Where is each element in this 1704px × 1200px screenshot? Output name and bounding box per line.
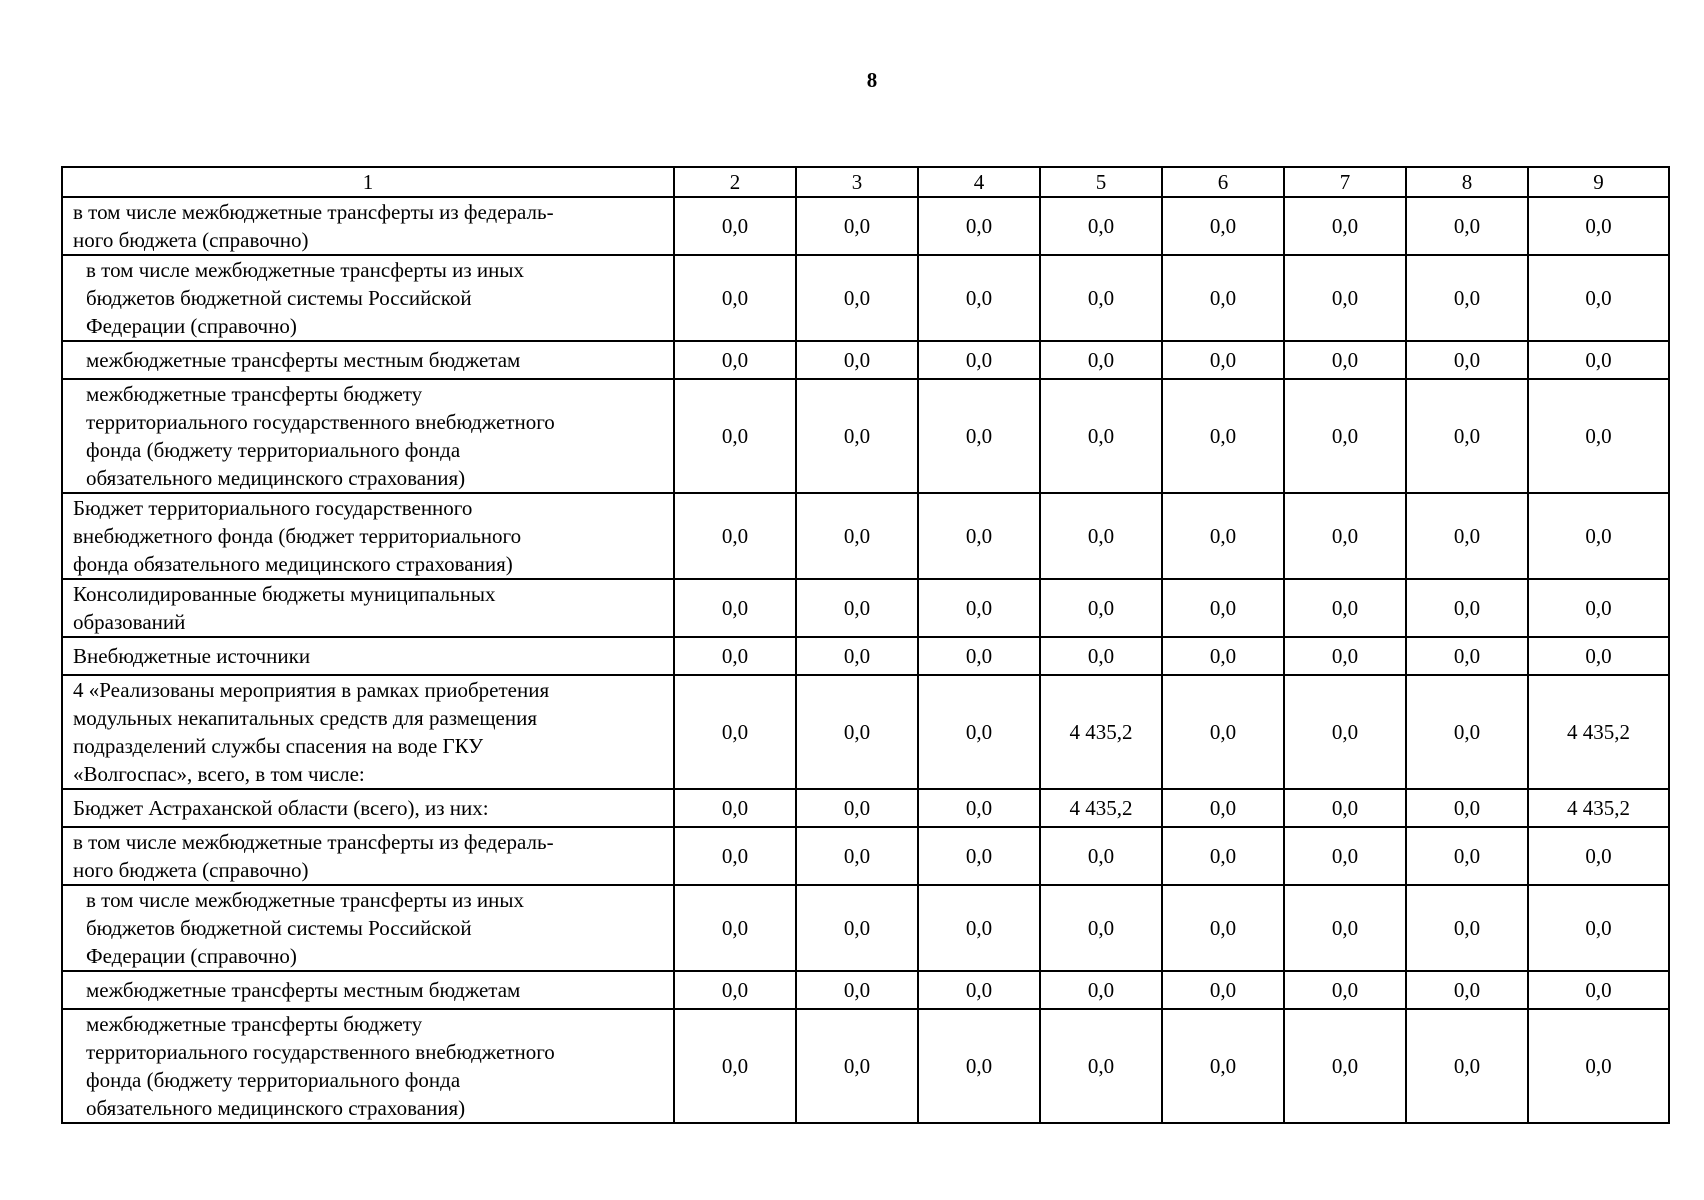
value-cell: 0,0 xyxy=(918,971,1040,1009)
value-cell: 0,0 xyxy=(674,885,796,971)
value-cell: 0,0 xyxy=(1406,379,1528,493)
value-cell: 0,0 xyxy=(1040,827,1162,885)
value-cell: 0,0 xyxy=(1040,493,1162,579)
value-cell: 0,0 xyxy=(1162,637,1284,675)
value-cell: 0,0 xyxy=(674,789,796,827)
value-cell: 0,0 xyxy=(1040,1009,1162,1123)
column-header: 3 xyxy=(796,167,918,197)
value-cell: 0,0 xyxy=(1406,1009,1528,1123)
row-label-line: подразделений службы спасения на воде ГКУ xyxy=(73,734,484,758)
row-label xyxy=(62,493,674,579)
row-label-line: межбюджетные трансферты местным бюджетам xyxy=(86,348,521,372)
value-cell: 0,0 xyxy=(674,1009,796,1123)
value-cell: 0,0 xyxy=(1406,885,1528,971)
value-cell: 0,0 xyxy=(1162,579,1284,637)
row-label-line: 4 «Реализованы мероприятия в рамках приобретения xyxy=(73,678,550,702)
row-label-line: бюджетов бюджетной системы Российской xyxy=(86,916,472,940)
value-cell: 0,0 xyxy=(674,341,796,379)
value-cell: 0,0 xyxy=(1040,579,1162,637)
row-label-line: Бюджет территориального государственного xyxy=(73,496,473,520)
value-cell: 0,0 xyxy=(1162,197,1284,255)
row-label-line: обязательного медицинского страхования) xyxy=(86,466,466,490)
row-label-line: межбюджетные трансферты бюджету xyxy=(86,382,423,406)
value-cell: 0,0 xyxy=(674,197,796,255)
row-label-line: в том числе межбюджетные трансферты из иных xyxy=(86,888,524,912)
row-label xyxy=(62,971,674,1009)
value-cell: 0,0 xyxy=(1528,885,1669,971)
value-cell: 0,0 xyxy=(1040,637,1162,675)
column-header: 1 xyxy=(62,167,674,197)
row-label-line: территориального государственного внебюджетного xyxy=(86,410,555,434)
value-cell: 0,0 xyxy=(918,379,1040,493)
value-cell: 0,0 xyxy=(1528,493,1669,579)
value-cell: 0,0 xyxy=(1528,971,1669,1009)
table-row xyxy=(62,255,1669,341)
value-cell: 0,0 xyxy=(674,675,796,789)
value-cell: 4 435,2 xyxy=(1528,789,1669,827)
value-cell: 0,0 xyxy=(674,971,796,1009)
value-cell: 0,0 xyxy=(1040,971,1162,1009)
row-label-line: фонда (бюджету территориального фонда xyxy=(86,1068,461,1092)
value-cell: 0,0 xyxy=(918,789,1040,827)
row-label-line: бюджетов бюджетной системы Российской xyxy=(86,286,472,310)
value-cell: 0,0 xyxy=(918,827,1040,885)
table-header-row xyxy=(62,167,1669,197)
budget-table xyxy=(61,166,1670,1124)
value-cell: 0,0 xyxy=(1162,885,1284,971)
row-label-line: Федерации (справочно) xyxy=(86,944,297,968)
table-row xyxy=(62,341,1669,379)
row-label-line: в том числе межбюджетные трансферты из федераль- xyxy=(73,830,554,854)
value-cell: 0,0 xyxy=(796,197,918,255)
row-label xyxy=(62,579,674,637)
row-label xyxy=(62,885,674,971)
value-cell: 0,0 xyxy=(674,579,796,637)
value-cell: 0,0 xyxy=(918,493,1040,579)
table-row xyxy=(62,197,1669,255)
value-cell: 0,0 xyxy=(1162,827,1284,885)
row-label-line: Федерации (справочно) xyxy=(86,314,297,338)
column-header: 6 xyxy=(1162,167,1284,197)
value-cell: 0,0 xyxy=(674,379,796,493)
value-cell: 0,0 xyxy=(1162,971,1284,1009)
value-cell: 0,0 xyxy=(674,637,796,675)
row-label-line: ного бюджета (справочно) xyxy=(73,228,309,252)
row-label xyxy=(62,675,674,789)
value-cell: 0,0 xyxy=(1284,379,1406,493)
value-cell: 4 435,2 xyxy=(1040,675,1162,789)
value-cell: 0,0 xyxy=(1284,341,1406,379)
value-cell: 0,0 xyxy=(1040,379,1162,493)
value-cell: 4 435,2 xyxy=(1040,789,1162,827)
column-header: 5 xyxy=(1040,167,1162,197)
table-row xyxy=(62,579,1669,637)
value-cell: 0,0 xyxy=(674,827,796,885)
value-cell: 0,0 xyxy=(796,789,918,827)
table-row xyxy=(62,675,1669,789)
row-label-line: ного бюджета (справочно) xyxy=(73,858,309,882)
page-number: 8 xyxy=(866,68,878,92)
table-row xyxy=(62,885,1669,971)
value-cell: 0,0 xyxy=(1284,789,1406,827)
row-label-line: межбюджетные трансферты местным бюджетам xyxy=(86,978,521,1002)
value-cell: 0,0 xyxy=(918,1009,1040,1123)
value-cell: 0,0 xyxy=(796,675,918,789)
table-row xyxy=(62,789,1669,827)
value-cell: 0,0 xyxy=(1162,341,1284,379)
column-header: 4 xyxy=(918,167,1040,197)
value-cell: 0,0 xyxy=(796,493,918,579)
row-label xyxy=(62,827,674,885)
row-label-line: модульных некапитальных средств для размещения xyxy=(73,706,537,730)
row-label-line: территориального государственного внебюджетного xyxy=(86,1040,555,1064)
row-label xyxy=(62,197,674,255)
value-cell: 0,0 xyxy=(1284,493,1406,579)
row-label-line: Бюджет Астраханской области (всего), из них: xyxy=(73,796,489,820)
value-cell: 0,0 xyxy=(1406,197,1528,255)
value-cell: 0,0 xyxy=(1406,971,1528,1009)
column-header: 8 xyxy=(1406,167,1528,197)
value-cell: 0,0 xyxy=(1040,885,1162,971)
value-cell: 0,0 xyxy=(1528,379,1669,493)
row-label xyxy=(62,637,674,675)
value-cell: 0,0 xyxy=(1040,341,1162,379)
value-cell: 0,0 xyxy=(1284,675,1406,789)
value-cell: 0,0 xyxy=(1162,789,1284,827)
row-label-line: обязательного медицинского страхования) xyxy=(86,1096,466,1120)
value-cell: 0,0 xyxy=(796,341,918,379)
value-cell: 0,0 xyxy=(1528,637,1669,675)
value-cell: 0,0 xyxy=(1406,255,1528,341)
row-label-line: образований xyxy=(73,610,186,634)
column-header: 2 xyxy=(674,167,796,197)
value-cell: 0,0 xyxy=(796,255,918,341)
value-cell: 0,0 xyxy=(1284,971,1406,1009)
value-cell: 0,0 xyxy=(1528,197,1669,255)
value-cell: 0,0 xyxy=(674,255,796,341)
value-cell: 0,0 xyxy=(1284,827,1406,885)
value-cell: 0,0 xyxy=(1284,255,1406,341)
value-cell: 0,0 xyxy=(918,885,1040,971)
row-label xyxy=(62,379,674,493)
value-cell: 0,0 xyxy=(918,341,1040,379)
row-label-line: внебюджетного фонда (бюджет территориального xyxy=(73,524,522,548)
value-cell: 0,0 xyxy=(1162,675,1284,789)
value-cell: 0,0 xyxy=(796,637,918,675)
value-cell: 0,0 xyxy=(1040,197,1162,255)
value-cell: 0,0 xyxy=(918,579,1040,637)
value-cell: 0,0 xyxy=(1284,579,1406,637)
value-cell: 0,0 xyxy=(918,255,1040,341)
table-row xyxy=(62,827,1669,885)
value-cell: 0,0 xyxy=(1284,197,1406,255)
table-row xyxy=(62,493,1669,579)
value-cell: 0,0 xyxy=(1284,885,1406,971)
value-cell: 0,0 xyxy=(1406,675,1528,789)
value-cell: 0,0 xyxy=(1162,1009,1284,1123)
value-cell: 0,0 xyxy=(1406,827,1528,885)
row-label-line: Консолидированные бюджеты муниципальных xyxy=(73,582,496,606)
row-label xyxy=(62,789,674,827)
column-header: 7 xyxy=(1284,167,1406,197)
value-cell: 0,0 xyxy=(1406,493,1528,579)
value-cell: 0,0 xyxy=(918,637,1040,675)
value-cell: 0,0 xyxy=(1284,637,1406,675)
table-row xyxy=(62,971,1669,1009)
table-row xyxy=(62,1009,1669,1123)
value-cell: 0,0 xyxy=(674,493,796,579)
row-label xyxy=(62,255,674,341)
value-cell: 0,0 xyxy=(796,885,918,971)
value-cell: 0,0 xyxy=(1162,379,1284,493)
row-label-line: в том числе межбюджетные трансферты из иных xyxy=(86,258,524,282)
value-cell: 0,0 xyxy=(796,1009,918,1123)
row-label xyxy=(62,341,674,379)
value-cell: 0,0 xyxy=(918,675,1040,789)
value-cell: 0,0 xyxy=(1528,255,1669,341)
value-cell: 0,0 xyxy=(1528,341,1669,379)
row-label-line: в том числе межбюджетные трансферты из федераль- xyxy=(73,200,554,224)
value-cell: 0,0 xyxy=(918,197,1040,255)
value-cell: 0,0 xyxy=(1162,255,1284,341)
value-cell: 0,0 xyxy=(796,379,918,493)
row-label-line: межбюджетные трансферты бюджету xyxy=(86,1012,423,1036)
table-row xyxy=(62,637,1669,675)
value-cell: 0,0 xyxy=(796,971,918,1009)
value-cell: 0,0 xyxy=(1528,827,1669,885)
value-cell: 0,0 xyxy=(796,579,918,637)
row-label-line: Внебюджетные источники xyxy=(73,644,311,668)
column-header: 9 xyxy=(1528,167,1669,197)
value-cell: 0,0 xyxy=(796,827,918,885)
value-cell: 0,0 xyxy=(1406,789,1528,827)
row-label-line: фонда обязательного медицинского страхования) xyxy=(73,552,513,576)
value-cell: 0,0 xyxy=(1406,341,1528,379)
value-cell: 0,0 xyxy=(1528,1009,1669,1123)
value-cell: 0,0 xyxy=(1284,1009,1406,1123)
row-label xyxy=(62,1009,674,1123)
row-label-line: «Волгоспас», всего, в том числе: xyxy=(73,762,365,786)
value-cell: 0,0 xyxy=(1162,493,1284,579)
value-cell: 0,0 xyxy=(1528,579,1669,637)
value-cell: 4 435,2 xyxy=(1528,675,1669,789)
value-cell: 0,0 xyxy=(1406,637,1528,675)
value-cell: 0,0 xyxy=(1040,255,1162,341)
row-label-line: фонда (бюджету территориального фонда xyxy=(86,438,461,462)
value-cell: 0,0 xyxy=(1406,579,1528,637)
table-row xyxy=(62,379,1669,493)
table-body xyxy=(62,197,1669,1123)
